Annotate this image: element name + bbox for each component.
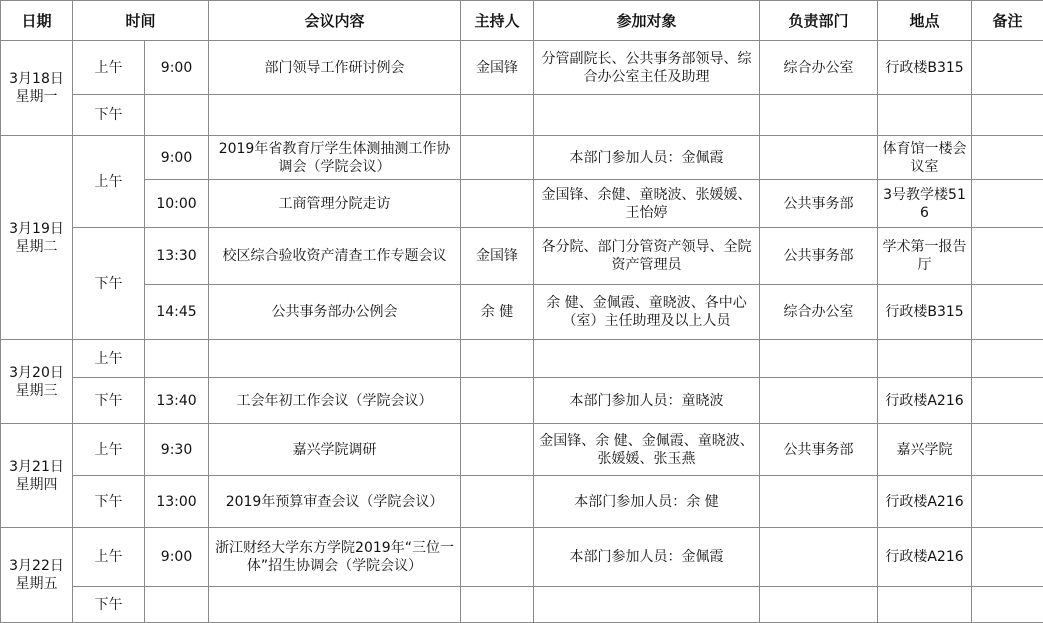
weekday-label: 星期五 bbox=[4, 575, 69, 593]
dept-cell bbox=[760, 476, 878, 528]
content-cell bbox=[209, 587, 461, 623]
location-cell: 行政楼A216 bbox=[878, 378, 972, 424]
header-time: 时间 bbox=[73, 1, 209, 41]
content-cell: 校区综合验收资产清查工作专题会议 bbox=[209, 228, 461, 285]
date-label: 3月18日 bbox=[4, 70, 69, 88]
time-cell bbox=[145, 95, 209, 136]
host-cell bbox=[461, 528, 534, 587]
attendees-cell: 本部门参加人员：金佩霞 bbox=[534, 136, 760, 180]
content-cell: 部门领导工作研讨例会 bbox=[209, 41, 461, 95]
attendees-cell: 各分院、部门分管资产领导、全院资产管理员 bbox=[534, 228, 760, 285]
time-cell: 13:40 bbox=[145, 378, 209, 424]
table-row bbox=[1, 136, 1043, 180]
note-cell bbox=[972, 424, 1043, 476]
location-cell bbox=[878, 587, 972, 623]
host-cell bbox=[461, 476, 534, 528]
date-cell bbox=[1, 424, 73, 528]
location-cell: 行政楼A216 bbox=[878, 476, 972, 528]
location-cell: 行政楼B315 bbox=[878, 285, 972, 340]
table-row bbox=[1, 476, 1043, 528]
header-note: 备注 bbox=[972, 1, 1043, 41]
note-cell bbox=[972, 180, 1043, 228]
dept-cell: 综合办公室 bbox=[760, 41, 878, 95]
header-host: 主持人 bbox=[461, 1, 534, 41]
table-row bbox=[1, 340, 1043, 378]
header-location: 地点 bbox=[878, 1, 972, 41]
time-cell: 10:00 bbox=[145, 180, 209, 228]
table-row bbox=[1, 587, 1043, 623]
dept-cell: 公共事务部 bbox=[760, 228, 878, 285]
time-cell bbox=[145, 587, 209, 623]
host-cell bbox=[461, 136, 534, 180]
period-pm: 下午 bbox=[73, 476, 145, 528]
period-pm: 下午 bbox=[73, 587, 145, 623]
location-cell bbox=[878, 95, 972, 136]
attendees-cell: 本部门参加人员：余 健 bbox=[534, 476, 760, 528]
time-cell: 9:00 bbox=[145, 136, 209, 180]
content-cell: 浙江财经大学东方学院2019年“三位一体”招生协调会（学院会议） bbox=[209, 528, 461, 587]
attendees-cell bbox=[534, 340, 760, 378]
table-row bbox=[1, 528, 1043, 587]
attendees-cell: 金国锋、余 健、金佩霞、童晓波、张媛媛、张玉燕 bbox=[534, 424, 760, 476]
header-row bbox=[1, 1, 1043, 41]
time-cell: 14:45 bbox=[145, 285, 209, 340]
period-am: 上午 bbox=[73, 528, 145, 587]
content-cell: 公共事务部办公例会 bbox=[209, 285, 461, 340]
host-cell bbox=[461, 378, 534, 424]
dept-cell bbox=[760, 378, 878, 424]
time-cell: 13:30 bbox=[145, 228, 209, 285]
host-cell bbox=[461, 180, 534, 228]
time-cell: 13:00 bbox=[145, 476, 209, 528]
time-cell: 9:30 bbox=[145, 424, 209, 476]
host-cell bbox=[461, 424, 534, 476]
location-cell: 体育馆一楼会议室 bbox=[878, 136, 972, 180]
note-cell bbox=[972, 587, 1043, 623]
time-cell: 9:00 bbox=[145, 41, 209, 95]
weekday-label: 星期一 bbox=[4, 88, 69, 106]
table-row bbox=[1, 285, 1043, 340]
dept-cell bbox=[760, 587, 878, 623]
location-cell: 3号教学楼516 bbox=[878, 180, 972, 228]
content-cell: 嘉兴学院调研 bbox=[209, 424, 461, 476]
content-cell bbox=[209, 95, 461, 136]
attendees-cell: 分管副院长、公共事务部领导、综合办公室主任及助理 bbox=[534, 41, 760, 95]
dept-cell: 公共事务部 bbox=[760, 424, 878, 476]
time-cell bbox=[145, 340, 209, 378]
content-cell bbox=[209, 340, 461, 378]
weekday-label: 星期二 bbox=[4, 238, 69, 256]
content-cell: 工商管理分院走访 bbox=[209, 180, 461, 228]
date-label: 3月20日 bbox=[4, 364, 69, 382]
dept-cell bbox=[760, 340, 878, 378]
date-cell bbox=[1, 136, 73, 340]
note-cell bbox=[972, 95, 1043, 136]
period-pm: 下午 bbox=[73, 378, 145, 424]
period-pm: 下午 bbox=[73, 228, 145, 340]
host-cell: 余 健 bbox=[461, 285, 534, 340]
note-cell bbox=[972, 228, 1043, 285]
location-cell bbox=[878, 340, 972, 378]
date-label: 3月22日 bbox=[4, 557, 69, 575]
header-content: 会议内容 bbox=[209, 1, 461, 41]
date-cell bbox=[1, 41, 73, 136]
period-am: 上午 bbox=[73, 136, 145, 228]
date-cell bbox=[1, 340, 73, 424]
period-am: 上午 bbox=[73, 41, 145, 95]
attendees-cell: 本部门参加人员：金佩霞 bbox=[534, 528, 760, 587]
date-label: 3月21日 bbox=[4, 458, 69, 476]
weekday-label: 星期三 bbox=[4, 382, 69, 400]
table-row bbox=[1, 41, 1043, 95]
note-cell bbox=[972, 340, 1043, 378]
host-cell bbox=[461, 340, 534, 378]
table-row bbox=[1, 180, 1043, 228]
table-row bbox=[1, 95, 1043, 136]
attendees-cell: 余 健、金佩霞、童晓波、各中心（室）主任助理及以上人员 bbox=[534, 285, 760, 340]
content-cell: 2019年预算审查会议（学院会议） bbox=[209, 476, 461, 528]
header-attendees: 参加对象 bbox=[534, 1, 760, 41]
header-date: 日期 bbox=[1, 1, 73, 41]
host-cell: 金国锋 bbox=[461, 228, 534, 285]
host-cell bbox=[461, 587, 534, 623]
dept-cell: 综合办公室 bbox=[760, 285, 878, 340]
note-cell bbox=[972, 476, 1043, 528]
table-row bbox=[1, 424, 1043, 476]
header-dept: 负责部门 bbox=[760, 1, 878, 41]
note-cell bbox=[972, 41, 1043, 95]
dept-cell bbox=[760, 528, 878, 587]
weekday-label: 星期四 bbox=[4, 476, 69, 494]
period-am: 上午 bbox=[73, 424, 145, 476]
period-am: 上午 bbox=[73, 340, 145, 378]
host-cell: 金国锋 bbox=[461, 41, 534, 95]
dept-cell bbox=[760, 136, 878, 180]
host-cell bbox=[461, 95, 534, 136]
note-cell bbox=[972, 378, 1043, 424]
location-cell: 行政楼A216 bbox=[878, 528, 972, 587]
attendees-cell: 金国锋、余健、童晓波、张媛媛、王怡婷 bbox=[534, 180, 760, 228]
note-cell bbox=[972, 285, 1043, 340]
attendees-cell bbox=[534, 95, 760, 136]
period-pm: 下午 bbox=[73, 95, 145, 136]
date-label: 3月19日 bbox=[4, 220, 69, 238]
attendees-cell: 本部门参加人员：童晓波 bbox=[534, 378, 760, 424]
time-cell: 9:00 bbox=[145, 528, 209, 587]
content-cell: 工会年初工作会议（学院会议） bbox=[209, 378, 461, 424]
location-cell: 行政楼B315 bbox=[878, 41, 972, 95]
dept-cell: 公共事务部 bbox=[760, 180, 878, 228]
date-cell bbox=[1, 528, 73, 623]
note-cell bbox=[972, 136, 1043, 180]
attendees-cell bbox=[534, 587, 760, 623]
note-cell bbox=[972, 528, 1043, 587]
location-cell: 学术第一报告厅 bbox=[878, 228, 972, 285]
table-row bbox=[1, 228, 1043, 285]
table-row bbox=[1, 378, 1043, 424]
location-cell: 嘉兴学院 bbox=[878, 424, 972, 476]
content-cell: 2019年省教育厅学生体测抽测工作协调会（学院会议） bbox=[209, 136, 461, 180]
dept-cell bbox=[760, 95, 878, 136]
